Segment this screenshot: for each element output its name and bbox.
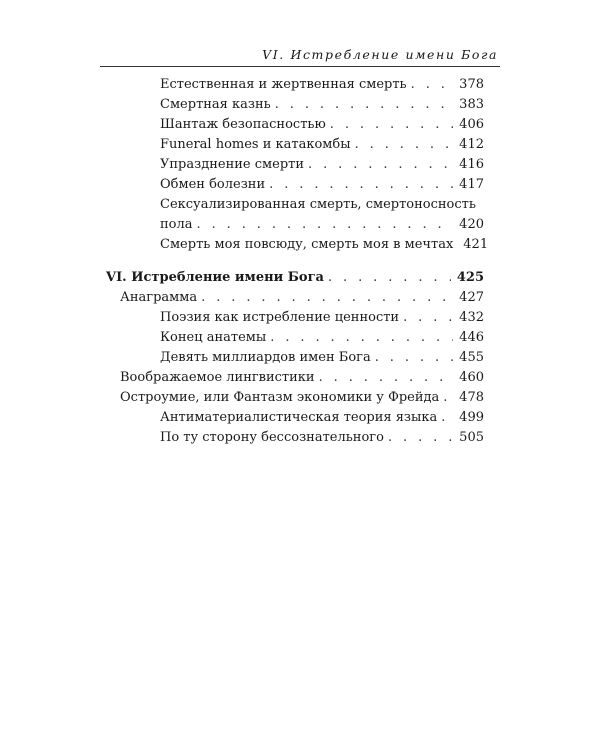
leader-dots bbox=[270, 328, 453, 348]
toc-entry-page: 460 bbox=[459, 370, 484, 385]
toc-entry-title-line1: Сексуализированная смерть, смертоносность bbox=[160, 197, 476, 212]
toc-entry-title: Воображаемое лингвистики bbox=[120, 370, 315, 385]
leader-dots bbox=[330, 115, 453, 135]
toc-entry-page: 420 bbox=[459, 217, 484, 232]
toc-entry-title: Естественная и жертвенная смерть bbox=[160, 77, 407, 92]
leader-dots bbox=[308, 155, 453, 175]
toc-entry[interactable] bbox=[106, 308, 484, 328]
leader-dots bbox=[375, 348, 453, 368]
toc-entry-wrapped[interactable] bbox=[106, 195, 484, 235]
toc-entry-page: 505 bbox=[459, 430, 484, 445]
toc-entry[interactable] bbox=[106, 368, 484, 388]
toc-chapter-entry[interactable] bbox=[106, 268, 484, 288]
toc-entry-title: Антиматериалистическая теория языка bbox=[160, 410, 438, 425]
chapter-title: VI. Истребление имени Бога bbox=[106, 270, 324, 285]
toc-entry[interactable] bbox=[106, 235, 489, 255]
leader-dots bbox=[269, 175, 453, 195]
leader-dots bbox=[403, 308, 453, 328]
toc-entry[interactable] bbox=[106, 95, 484, 115]
toc-entry-title: Конец анатемы bbox=[160, 330, 267, 345]
toc-entry-page: 421 bbox=[463, 237, 489, 252]
leader-dots bbox=[388, 428, 453, 448]
toc-entry[interactable] bbox=[106, 428, 484, 448]
leader-dots bbox=[201, 288, 453, 308]
toc-entry-page: 455 bbox=[459, 350, 484, 365]
toc-entry-page: 383 bbox=[459, 97, 484, 112]
section-gap bbox=[106, 255, 484, 268]
leader-dots bbox=[319, 368, 454, 388]
toc-entry-page: 499 bbox=[459, 410, 484, 425]
leader-dots bbox=[197, 215, 454, 235]
toc-entry-title: Остроумие, или Фантазм экономики у Фрейда bbox=[120, 390, 440, 405]
toc-entry-page: 427 bbox=[459, 290, 484, 305]
toc-entry-title: Анаграмма bbox=[120, 290, 198, 305]
toc-entry[interactable] bbox=[106, 135, 484, 155]
toc-entry-title: По ту сторону бессознательного bbox=[160, 430, 384, 445]
leader-dots bbox=[443, 388, 453, 408]
toc-entry-page: 406 bbox=[459, 117, 484, 132]
toc-entry-page: 417 bbox=[459, 177, 484, 192]
toc-entry-page: 478 bbox=[459, 390, 484, 405]
toc-entry-title: Смерть моя повсюду, смерть моя в мечтах bbox=[160, 237, 454, 252]
toc-entry-page: 432 bbox=[459, 310, 484, 325]
toc-entry[interactable] bbox=[106, 348, 484, 368]
toc-entry-title: Упразднение смерти bbox=[160, 157, 305, 172]
toc-entry-title: Девять миллиардов имен Бога bbox=[160, 350, 371, 365]
toc-entry[interactable] bbox=[106, 328, 484, 348]
leader-dots bbox=[411, 75, 454, 95]
toc-entry-page: 416 bbox=[459, 157, 484, 172]
chapter-page: 425 bbox=[456, 270, 484, 285]
toc-entry[interactable] bbox=[106, 408, 484, 428]
toc-entry-page: 378 bbox=[459, 77, 484, 92]
leader-dots bbox=[328, 268, 451, 288]
header-rule bbox=[100, 66, 500, 67]
toc-entry[interactable] bbox=[106, 175, 484, 195]
leader-dots bbox=[355, 135, 454, 155]
toc-entry-title-line2: пола bbox=[160, 217, 193, 232]
toc-entry-title: Обмен болезни bbox=[160, 177, 266, 192]
toc-entry[interactable] bbox=[106, 115, 484, 135]
toc-entry-title: Шантаж безопасностью bbox=[160, 117, 326, 132]
table-of-contents bbox=[106, 75, 489, 448]
running-head: VI. Истребление имени Бога bbox=[262, 47, 498, 62]
toc-entry-title: Смертная казнь bbox=[160, 97, 271, 112]
toc-entry-title: Поэзия как истребление ценности bbox=[160, 310, 400, 325]
leader-dots bbox=[275, 95, 453, 115]
toc-entry[interactable] bbox=[106, 288, 484, 308]
leader-dots bbox=[441, 408, 453, 428]
toc-entry-page: 412 bbox=[459, 137, 484, 152]
toc-entry-page: 446 bbox=[459, 330, 484, 345]
toc-entry[interactable] bbox=[106, 155, 484, 175]
toc-entry-title: Funeral homes и катакомбы bbox=[160, 137, 351, 152]
toc-entry[interactable] bbox=[106, 75, 484, 95]
toc-entry[interactable] bbox=[106, 388, 484, 408]
